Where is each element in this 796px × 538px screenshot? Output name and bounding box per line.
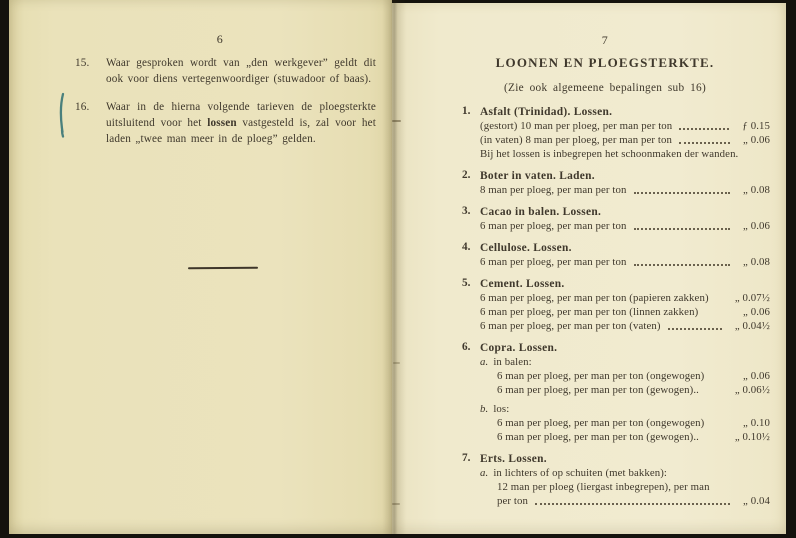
entry-title: Asfalt (Trinidad). Lossen.: [480, 106, 613, 118]
tariff-line: [480, 480, 770, 494]
tariff-line: [480, 355, 770, 369]
price-value: „ 0.06: [743, 134, 770, 146]
scan-edge-bottom: [0, 534, 796, 538]
right-page-number: 7: [601, 33, 609, 47]
tariff-line-text: 6 man per ploeg, per man per ton (vaten): [480, 320, 661, 332]
price-value: „ 0.08: [743, 256, 770, 268]
stitch-mark: [392, 503, 400, 505]
tariff-entry: [462, 205, 770, 233]
clause-text: Waar gesproken wordt van „den werkgever” geldt dit ook voor diens vertegenwoordiger (stuwadoor of baas).: [106, 57, 376, 85]
entry-title: Cellulose. Lossen.: [480, 242, 572, 254]
left-page-number: 6: [216, 32, 224, 46]
entry-number: 3.: [462, 205, 471, 217]
left-page: [9, 0, 392, 534]
pen-mark-annotation: [55, 92, 69, 138]
price-value: „ 0.10½: [734, 431, 770, 443]
tariff-line: [480, 369, 770, 383]
tariff-entry: [462, 105, 770, 161]
tariff-line: [480, 402, 770, 416]
entry-title: Cement. Lossen.: [480, 278, 565, 290]
dotted-leader: [634, 227, 730, 230]
tariff-line: [480, 219, 770, 233]
tariff-line-text: 6 man per ploeg, per man per ton: [480, 220, 627, 232]
tariff-line: [480, 319, 770, 333]
price-value: „ 0.06: [743, 370, 770, 382]
clause-text: Waar in de hierna volgende tarieven de ploegsterkte uitsluitend voor het lossen vastgesteld is, zal voor het laden „twee man meer in de ploeg” gelden.: [106, 101, 376, 145]
entry-number: 1.: [462, 105, 471, 117]
sub-item-letter: a.: [480, 356, 489, 368]
tariff-line: [480, 133, 770, 147]
price-value: „ 0.10: [743, 417, 770, 429]
tariff-line: [480, 466, 770, 480]
entry-number: 2.: [462, 169, 471, 181]
tariff-line-text: 6 man per ploeg, per man per ton (ongewogen): [497, 417, 705, 429]
tariff-line: [480, 383, 770, 397]
sub-item-letter: b.: [480, 403, 489, 415]
tariff-entry: [462, 277, 770, 333]
tariff-line-text: 6 man per ploeg, per man per ton (gewogen)..: [497, 384, 699, 396]
tariff-line: [480, 255, 770, 269]
entry-number: 6.: [462, 341, 471, 353]
tariff-line: [480, 147, 770, 161]
tariff-line-text: Bij het lossen is inbegrepen het schoonmaken der wanden.: [480, 148, 739, 160]
clause-number: 16.: [75, 101, 90, 113]
tariff-line: [480, 305, 770, 319]
price-value: ƒ 0.15: [742, 120, 770, 132]
tariff-entries: [462, 105, 770, 508]
tariff-entry: [462, 169, 770, 197]
entry-title: Cacao in balen. Lossen.: [480, 206, 602, 218]
right-page: [392, 3, 786, 534]
tariff-line-text: 6 man per ploeg, per man per ton (ongewogen): [497, 370, 705, 382]
price-value: „ 0.04½: [734, 320, 770, 332]
dotted-leader: [679, 127, 729, 130]
scan-edge-left: [0, 0, 9, 538]
left-clauses: [75, 55, 376, 147]
tariff-line: [480, 430, 770, 444]
tariff-line: [480, 119, 770, 133]
dotted-leader: [679, 141, 730, 144]
clause-item: [75, 55, 376, 87]
tariff-line: [480, 183, 770, 197]
entry-title: Erts. Lossen.: [480, 453, 547, 465]
price-value: „ 0.06: [743, 306, 770, 318]
entry-title: Boter in vaten. Laden.: [480, 170, 595, 182]
tariff-line-text: per ton: [497, 495, 528, 507]
tariff-line-text: 6 man per ploeg, per man per ton (linnen zakken): [480, 306, 699, 318]
stitch-mark: [392, 120, 401, 122]
tariff-entry: [462, 241, 770, 269]
scan-edge-top: [598, 0, 796, 3]
tariff-line-text: los:: [493, 403, 510, 415]
tariff-entry: [462, 341, 770, 444]
price-value: „ 0.04: [743, 495, 770, 507]
dotted-leader: [634, 191, 730, 194]
scan-edge-right: [786, 0, 796, 538]
tariff-line-text: 6 man per ploeg, per man per ton (gewogen)..: [497, 431, 699, 443]
stitch-mark: [393, 362, 400, 364]
bold-word: lossen: [207, 117, 237, 129]
tariff-entry: [462, 452, 770, 508]
entry-number: 4.: [462, 241, 471, 253]
page-title: LOONEN EN PLOEGSTERKTE.: [495, 55, 715, 70]
tariff-line-text: (gestort) 10 man per ploeg, per man per ton: [480, 120, 673, 132]
tariff-line-text: in lichters of op schuiten (met bakken):: [493, 467, 668, 479]
price-value: „ 0.08: [743, 184, 770, 196]
dotted-leader: [668, 327, 722, 330]
price-value: „ 0.07½: [734, 292, 770, 304]
tariff-line-text: 12 man per ploeg (liergast inbegrepen), per man: [497, 481, 710, 493]
tariff-line-text: in balen:: [493, 356, 532, 368]
entry-title: Copra. Lossen.: [480, 342, 558, 354]
dotted-leader: [535, 502, 730, 505]
dotted-leader: [634, 263, 730, 266]
tariff-line-text: 6 man per ploeg, per man per ton (papieren zakken): [480, 292, 709, 304]
tariff-line-text: 8 man per ploeg, per man per ton: [480, 184, 627, 196]
tariff-line: [480, 494, 770, 508]
page-subtitle: (Zie ook algemeene bepalingen sub 16): [503, 82, 707, 94]
separator-rule: [188, 267, 258, 269]
sub-item-letter: a.: [480, 467, 489, 479]
tariff-line-text: 6 man per ploeg, per man per ton: [480, 256, 627, 268]
clause-item: [75, 99, 376, 147]
price-value: „ 0.06: [743, 220, 770, 232]
entry-number: 5.: [462, 277, 471, 289]
tariff-line: [480, 416, 770, 430]
tariff-line: [480, 291, 770, 305]
clause-number: 15.: [75, 57, 90, 69]
entry-number: 7.: [462, 452, 471, 464]
price-value: „ 0.06½: [734, 384, 770, 396]
tariff-line-text: (in vaten) 8 man per ploeg, per man per ton: [480, 134, 672, 146]
